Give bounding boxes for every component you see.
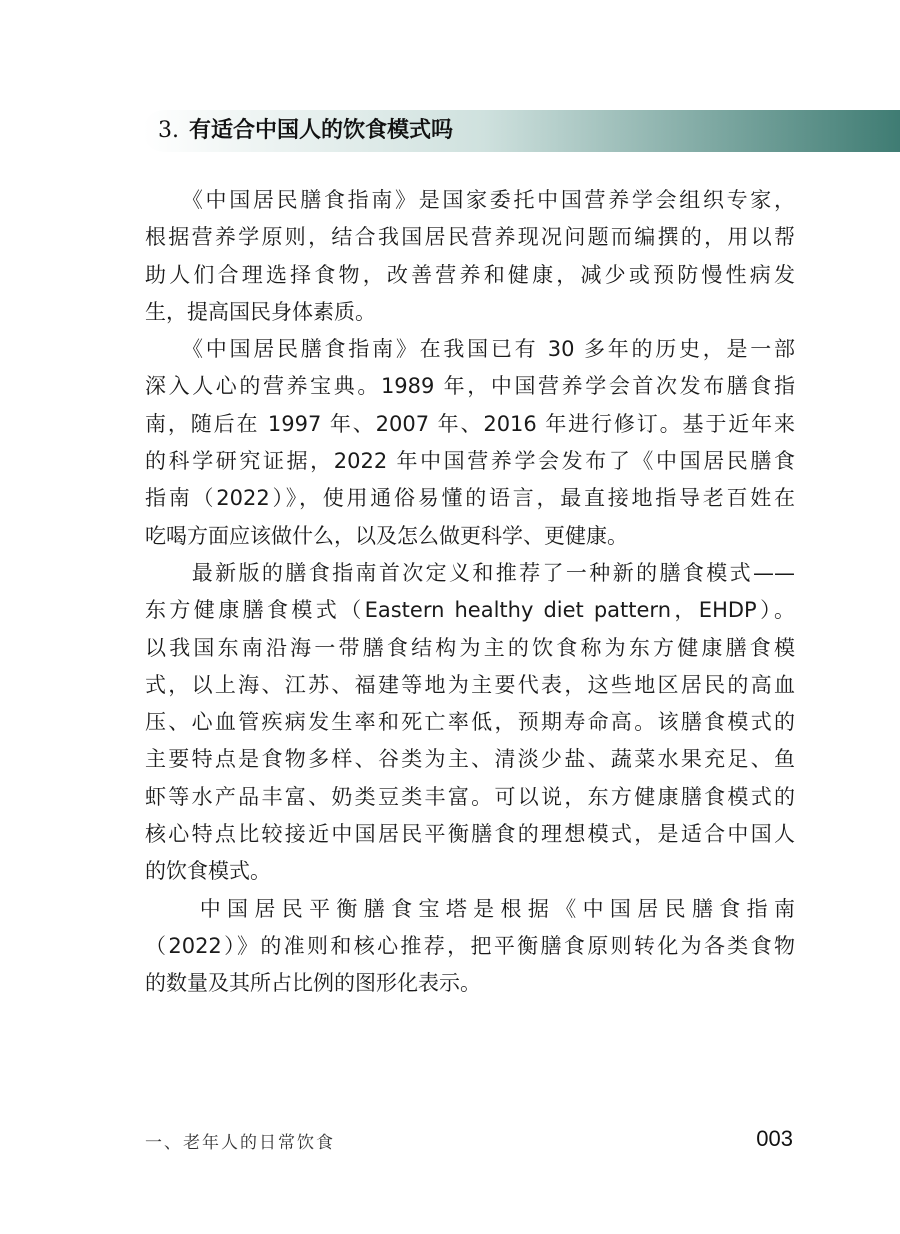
text-line: 压、心血管疾病发生率和死亡率低，预期寿命高。该膳食模式的 [145, 710, 795, 735]
text-line: 的饮食模式。 [145, 859, 271, 884]
text-line: 指南（2022）》，使用通俗易懂的语言，最直接地指导老百姓在 [145, 486, 795, 511]
text-line: 式，以上海、江苏、福建等地为主要代表，这些地区居民的高血 [145, 672, 795, 697]
text-line: 虾等水产品丰富、奶类豆类丰富。可以说，东方健康膳食模式的 [145, 784, 795, 809]
paragraph-3 [145, 555, 795, 891]
section-number: 3. [158, 118, 179, 143]
text-line: 核心特点比较接近中国居民平衡膳食的理想模式，是适合中国人 [145, 822, 795, 847]
page-number: 003 [756, 1126, 793, 1151]
text-line: 生，提高国民身体素质。 [145, 299, 376, 324]
section-heading [158, 116, 453, 146]
text-line: 以我国东南沿海一带膳食结构为主的饮食称为东方健康膳食模 [145, 635, 795, 660]
text-line: 深入人心的营养宝典。1989 年，中国营养学会首次发布膳食指 [145, 374, 795, 399]
text-line: 《中国居民膳食指南》是国家委托中国营养学会组织专家， [145, 188, 795, 212]
text-line: 东方健康膳食模式（Eastern healthy diet pattern，EHDP）。 [145, 598, 795, 623]
text-line: 吃喝方面应该做什么，以及怎么做更科学、更健康。 [145, 523, 628, 548]
paragraph-4 [145, 891, 795, 1003]
text-line: 《中国居民膳食指南》在我国已有 30 多年的历史，是一部 [145, 337, 795, 362]
footer-chapter-title: 一、老年人的日常饮食 [145, 1133, 335, 1153]
text-line: 主要特点是食物多样、谷类为主、清淡少盐、蔬菜水果充足、鱼 [145, 747, 795, 772]
text-line: 助人们合理选择食物，改善营养和健康，减少或预防慢性病发 [145, 262, 795, 287]
body-text [145, 182, 795, 1003]
section-title-text: 有适合中国人的饮食模式吗 [189, 118, 454, 143]
text-line: 的数量及其所占比例的图形化表示。 [145, 971, 481, 996]
text-line: 南，随后在 1997 年、2007 年、2016 年进行修订。基于近年来 [145, 411, 795, 436]
paragraph-2 [145, 331, 795, 555]
text-line: 根据营养学原则，结合我国居民营养现况问题而编撰的，用以帮 [145, 225, 795, 250]
text-line: 最新版的膳食指南首次定义和推荐了一种新的膳食模式—— [145, 560, 795, 585]
paragraph-1 [145, 182, 795, 331]
text-line: 的科学研究证据，2022 年中国营养学会发布了《中国居民膳食 [145, 449, 795, 474]
text-line: （2022）》的准则和核心推荐，把平衡膳食原则转化为各类食物 [145, 933, 795, 958]
text-line: 中国居民平衡膳食宝塔是根据《中国居民膳食指南 [145, 896, 795, 921]
